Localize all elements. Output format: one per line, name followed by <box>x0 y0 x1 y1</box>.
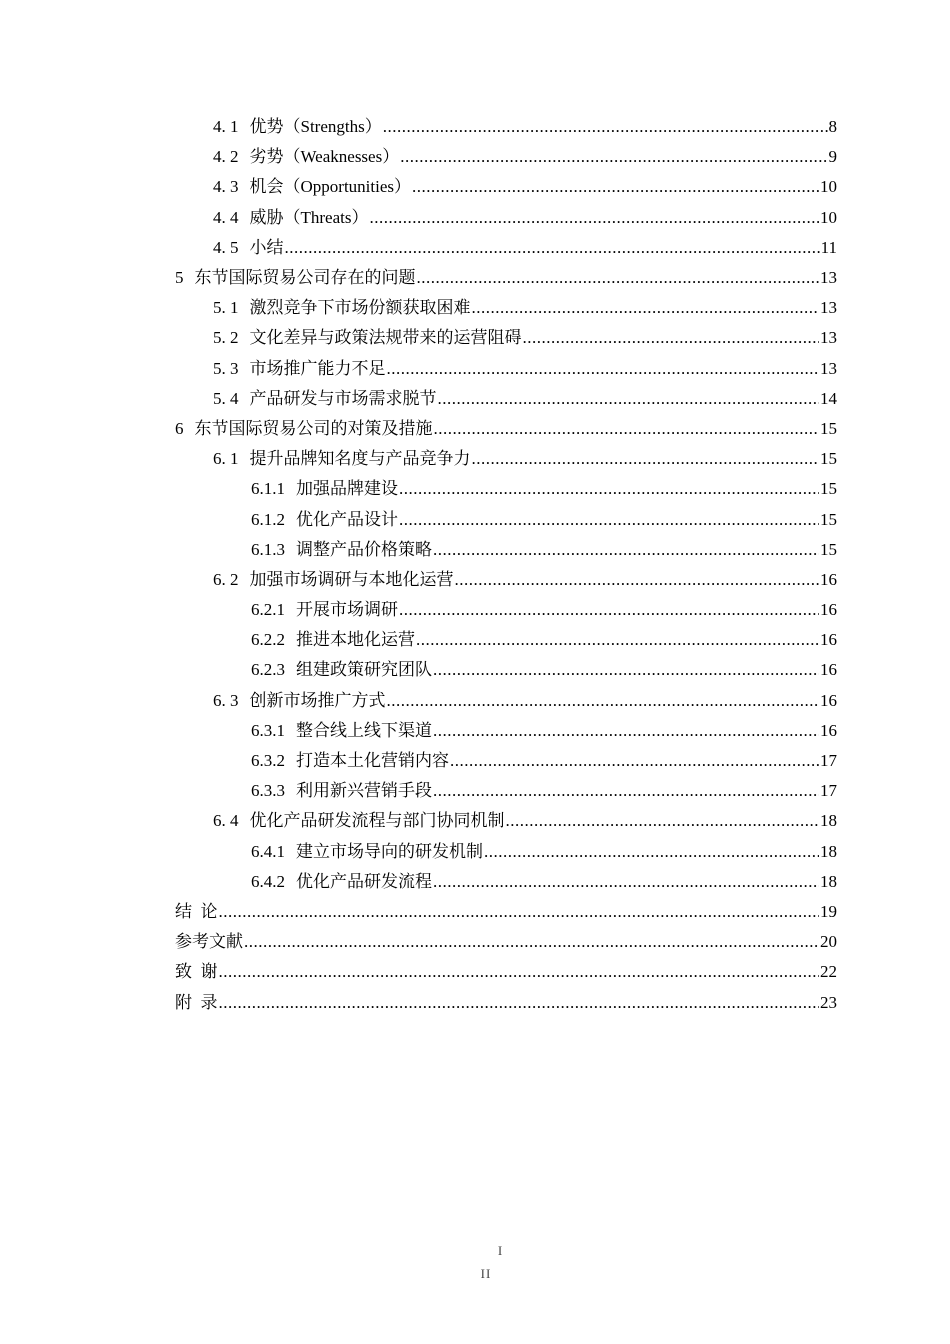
toc-entry-number: 6.2.3 <box>251 660 285 680</box>
toc-entry-line <box>213 449 837 469</box>
toc-entry[interactable] <box>0 142 950 172</box>
toc-entry[interactable] <box>0 686 950 716</box>
toc-entry[interactable] <box>0 897 950 927</box>
toc-entry-title: 优化产品研发流程与部门协同机制 <box>249 811 505 831</box>
toc-entry-page-number: 10 <box>820 177 837 197</box>
toc-entry-page-number: 14 <box>820 388 837 408</box>
toc-entry-number: 4. 4 <box>213 207 239 227</box>
toc-entry-page-number: 11 <box>820 237 837 257</box>
toc-dot-leader <box>219 902 820 922</box>
toc-entry-title: 加强品牌建设 <box>296 479 398 499</box>
toc-entry-title: 劣势（Weaknesses） <box>249 147 400 167</box>
toc-entry-page-number: 8 <box>828 117 837 137</box>
toc-entry-page-number: 16 <box>820 660 837 680</box>
toc-entry-page-number: 15 <box>820 509 837 529</box>
toc-entry-page-number: 18 <box>820 811 837 831</box>
toc-entry-number: 5 <box>175 268 184 288</box>
toc-entry-line <box>213 811 837 831</box>
toc-entry[interactable] <box>0 595 950 625</box>
toc-entry[interactable] <box>0 233 950 263</box>
toc-dot-leader <box>219 962 820 982</box>
table-of-contents <box>0 112 950 1018</box>
toc-entry-title: 建立市场导向的研发机制 <box>296 841 483 861</box>
toc-entry-title: 产品研发与市场需求脱节 <box>249 388 437 408</box>
toc-entry-page-number: 13 <box>820 268 837 288</box>
toc-entry-line <box>175 902 837 922</box>
toc-entry-line <box>175 932 837 952</box>
toc-entry-line <box>213 389 837 409</box>
toc-entry-line <box>251 660 837 680</box>
toc-dot-leader <box>219 993 820 1013</box>
toc-entry-line <box>213 298 837 318</box>
toc-dot-leader <box>450 751 819 771</box>
toc-dot-leader <box>399 510 819 530</box>
toc-entry-number: 6.1.3 <box>251 539 285 559</box>
toc-entry[interactable] <box>0 354 950 384</box>
toc-entry-page-number: 23 <box>820 992 837 1012</box>
toc-entry[interactable] <box>0 655 950 685</box>
toc-entry-title: 激烈竞争下市场份额获取困难 <box>249 298 471 318</box>
toc-entry-page-number: 15 <box>820 539 837 559</box>
toc-entry-page-number: 18 <box>820 871 837 891</box>
toc-entry-title: 利用新兴营销手段 <box>296 781 432 801</box>
toc-dot-leader <box>523 328 820 348</box>
toc-entry-number: 6.3.1 <box>251 720 285 740</box>
toc-entry-page-number: 17 <box>820 781 837 801</box>
toc-entry-line <box>251 510 837 530</box>
toc-entry[interactable] <box>0 867 950 897</box>
toc-dot-leader <box>433 721 819 741</box>
toc-entry-line <box>213 570 837 590</box>
toc-entry-line <box>213 328 837 348</box>
toc-entry[interactable] <box>0 504 950 534</box>
toc-entry-number: 5. 4 <box>213 388 239 408</box>
toc-dot-leader <box>433 872 819 892</box>
toc-entry-number: 4. 3 <box>213 177 239 197</box>
toc-entry-page-number: 22 <box>820 962 837 982</box>
toc-entry-number: 6. 3 <box>213 690 239 710</box>
toc-entry[interactable] <box>0 716 950 746</box>
toc-dot-leader <box>383 117 828 137</box>
toc-entry-title: 结 论 <box>175 901 218 921</box>
toc-entry[interactable] <box>0 112 950 142</box>
toc-entry-title: 参考文献 <box>175 932 243 952</box>
toc-entry-page-number: 20 <box>820 932 837 952</box>
toc-entry-number: 6. 4 <box>213 811 239 831</box>
toc-dot-leader <box>472 449 820 469</box>
toc-entry-page-number: 13 <box>820 328 837 348</box>
toc-dot-leader <box>387 359 820 379</box>
toc-entry-number: 6.2.2 <box>251 630 285 650</box>
toc-dot-leader <box>399 600 819 620</box>
toc-entry-page-number: 16 <box>820 569 837 589</box>
toc-entry-line <box>213 147 837 167</box>
toc-entry-number: 4. 1 <box>213 117 239 137</box>
toc-entry-page-number: 16 <box>820 600 837 620</box>
toc-dot-leader <box>455 570 820 590</box>
toc-entry-page-number: 10 <box>820 207 837 227</box>
toc-entry[interactable] <box>0 323 950 353</box>
toc-entry[interactable] <box>0 444 950 474</box>
toc-entry-title: 优化产品设计 <box>296 509 398 529</box>
toc-entry-number: 6.4.1 <box>251 841 285 861</box>
toc-dot-leader <box>506 811 820 831</box>
toc-entry-page-number: 13 <box>820 358 837 378</box>
toc-entry-line <box>251 842 837 862</box>
toc-dot-leader <box>434 419 820 439</box>
toc-entry-page-number: 15 <box>820 418 837 438</box>
toc-entry-line <box>251 540 837 560</box>
toc-entry-title: 开展市场调研 <box>296 600 398 620</box>
toc-entry-title: 东节国际贸易公司的对策及措施 <box>194 418 433 438</box>
toc-entry-line <box>251 872 837 892</box>
toc-dot-leader <box>369 208 819 228</box>
toc-entry[interactable] <box>0 927 950 957</box>
toc-entry-line <box>251 630 837 650</box>
toc-entry-title: 附 录 <box>175 992 218 1012</box>
toc-entry-number: 6.3.2 <box>251 751 285 771</box>
toc-entry-page-number: 15 <box>820 479 837 499</box>
toc-entry-title: 致 谢 <box>175 962 218 982</box>
toc-entry-page-number: 15 <box>820 449 837 469</box>
toc-entry-line <box>213 238 837 258</box>
toc-entry[interactable] <box>0 474 950 504</box>
toc-entry-title: 打造本土化营销内容 <box>296 751 449 771</box>
toc-entry-line <box>213 359 837 379</box>
toc-entry-title: 推进本地化运营 <box>296 630 415 650</box>
toc-entry-number: 4. 5 <box>213 237 239 257</box>
toc-entry-number: 6.1.1 <box>251 479 285 499</box>
toc-entry-number: 6.4.2 <box>251 871 285 891</box>
toc-entry[interactable] <box>0 535 950 565</box>
toc-dot-leader <box>244 932 819 952</box>
toc-entry-number: 4. 2 <box>213 147 239 167</box>
toc-entry[interactable] <box>0 384 950 414</box>
toc-entry[interactable] <box>0 414 950 444</box>
toc-entry-page-number: 19 <box>820 901 837 921</box>
toc-entry[interactable] <box>0 776 950 806</box>
toc-entry-line <box>251 781 837 801</box>
page-number-secondary: II <box>480 1266 492 1281</box>
toc-entry-number: 6. 2 <box>213 569 239 589</box>
toc-entry-title: 小结 <box>249 237 284 257</box>
toc-entry[interactable] <box>0 987 950 1017</box>
toc-entry-title: 优势（Strengths） <box>249 117 382 137</box>
toc-dot-leader <box>417 268 820 288</box>
toc-dot-leader <box>433 781 819 801</box>
toc-dot-leader <box>484 842 819 862</box>
toc-dot-leader <box>285 238 820 258</box>
toc-entry-line <box>251 721 837 741</box>
toc-dot-leader <box>472 298 820 318</box>
toc-entry-page-number: 13 <box>820 298 837 318</box>
toc-entry[interactable] <box>0 565 950 595</box>
toc-entry[interactable] <box>0 806 950 836</box>
toc-entry-title: 市场推广能力不足 <box>249 358 386 378</box>
toc-entry-line <box>175 993 837 1013</box>
toc-entry-line <box>175 268 837 288</box>
toc-entry-title: 整合线上线下渠道 <box>296 720 432 740</box>
toc-entry-number: 6.2.1 <box>251 600 285 620</box>
toc-entry-number: 5. 3 <box>213 358 239 378</box>
toc-entry-line <box>213 208 837 228</box>
toc-dot-leader <box>400 147 827 167</box>
toc-entry-page-number: 16 <box>820 720 837 740</box>
toc-entry-page-number: 9 <box>828 147 837 167</box>
toc-entry[interactable] <box>0 957 950 987</box>
toc-dot-leader <box>433 540 819 560</box>
toc-entry-title: 东节国际贸易公司存在的问题 <box>194 268 416 288</box>
toc-entry-page-number: 17 <box>820 751 837 771</box>
toc-entry-number: 5. 1 <box>213 298 239 318</box>
toc-dot-leader <box>399 479 819 499</box>
toc-entry-line <box>175 962 837 982</box>
toc-entry-title: 创新市场推广方式 <box>249 690 386 710</box>
toc-entry-page-number: 18 <box>820 841 837 861</box>
toc-entry-line <box>251 600 837 620</box>
toc-entry[interactable] <box>0 293 950 323</box>
toc-entry-number: 6.1.2 <box>251 509 285 529</box>
toc-entry-number: 6.3.3 <box>251 781 285 801</box>
toc-dot-leader <box>416 630 819 650</box>
toc-entry-title: 机会（Opportunities） <box>249 177 411 197</box>
toc-entry-line <box>213 691 837 711</box>
toc-entry-line <box>213 177 837 197</box>
toc-entry[interactable] <box>0 625 950 655</box>
toc-entry[interactable] <box>0 837 950 867</box>
toc-entry-title: 组建政策研究团队 <box>296 660 432 680</box>
toc-dot-leader <box>433 660 819 680</box>
page-number-primary: I <box>497 1243 503 1258</box>
toc-entry[interactable] <box>0 746 950 776</box>
toc-entry-page-number: 16 <box>820 630 837 650</box>
toc-entry-page-number: 16 <box>820 690 837 710</box>
toc-entry-title: 优化产品研发流程 <box>296 871 432 891</box>
toc-entry-line <box>251 751 837 771</box>
toc-entry-title: 文化差异与政策法规带来的运营阻碍 <box>249 328 522 348</box>
toc-dot-leader <box>438 389 820 409</box>
toc-dot-leader <box>387 691 820 711</box>
toc-entry-number: 6. 1 <box>213 449 239 469</box>
toc-entry[interactable] <box>0 263 950 293</box>
toc-entry[interactable] <box>0 203 950 233</box>
toc-entry-title: 威胁（Threats） <box>249 207 369 227</box>
toc-entry-number: 5. 2 <box>213 328 239 348</box>
toc-entry-line <box>175 419 837 439</box>
toc-entry-number: 6 <box>175 418 184 438</box>
toc-entry[interactable] <box>0 172 950 202</box>
toc-dot-leader <box>412 177 819 197</box>
toc-entry-line <box>251 479 837 499</box>
toc-entry-line <box>213 117 837 137</box>
toc-entry-title: 加强市场调研与本地化运营 <box>249 569 454 589</box>
toc-entry-title: 提升品牌知名度与产品竞争力 <box>249 449 471 469</box>
toc-entry-title: 调整产品价格策略 <box>296 539 432 559</box>
